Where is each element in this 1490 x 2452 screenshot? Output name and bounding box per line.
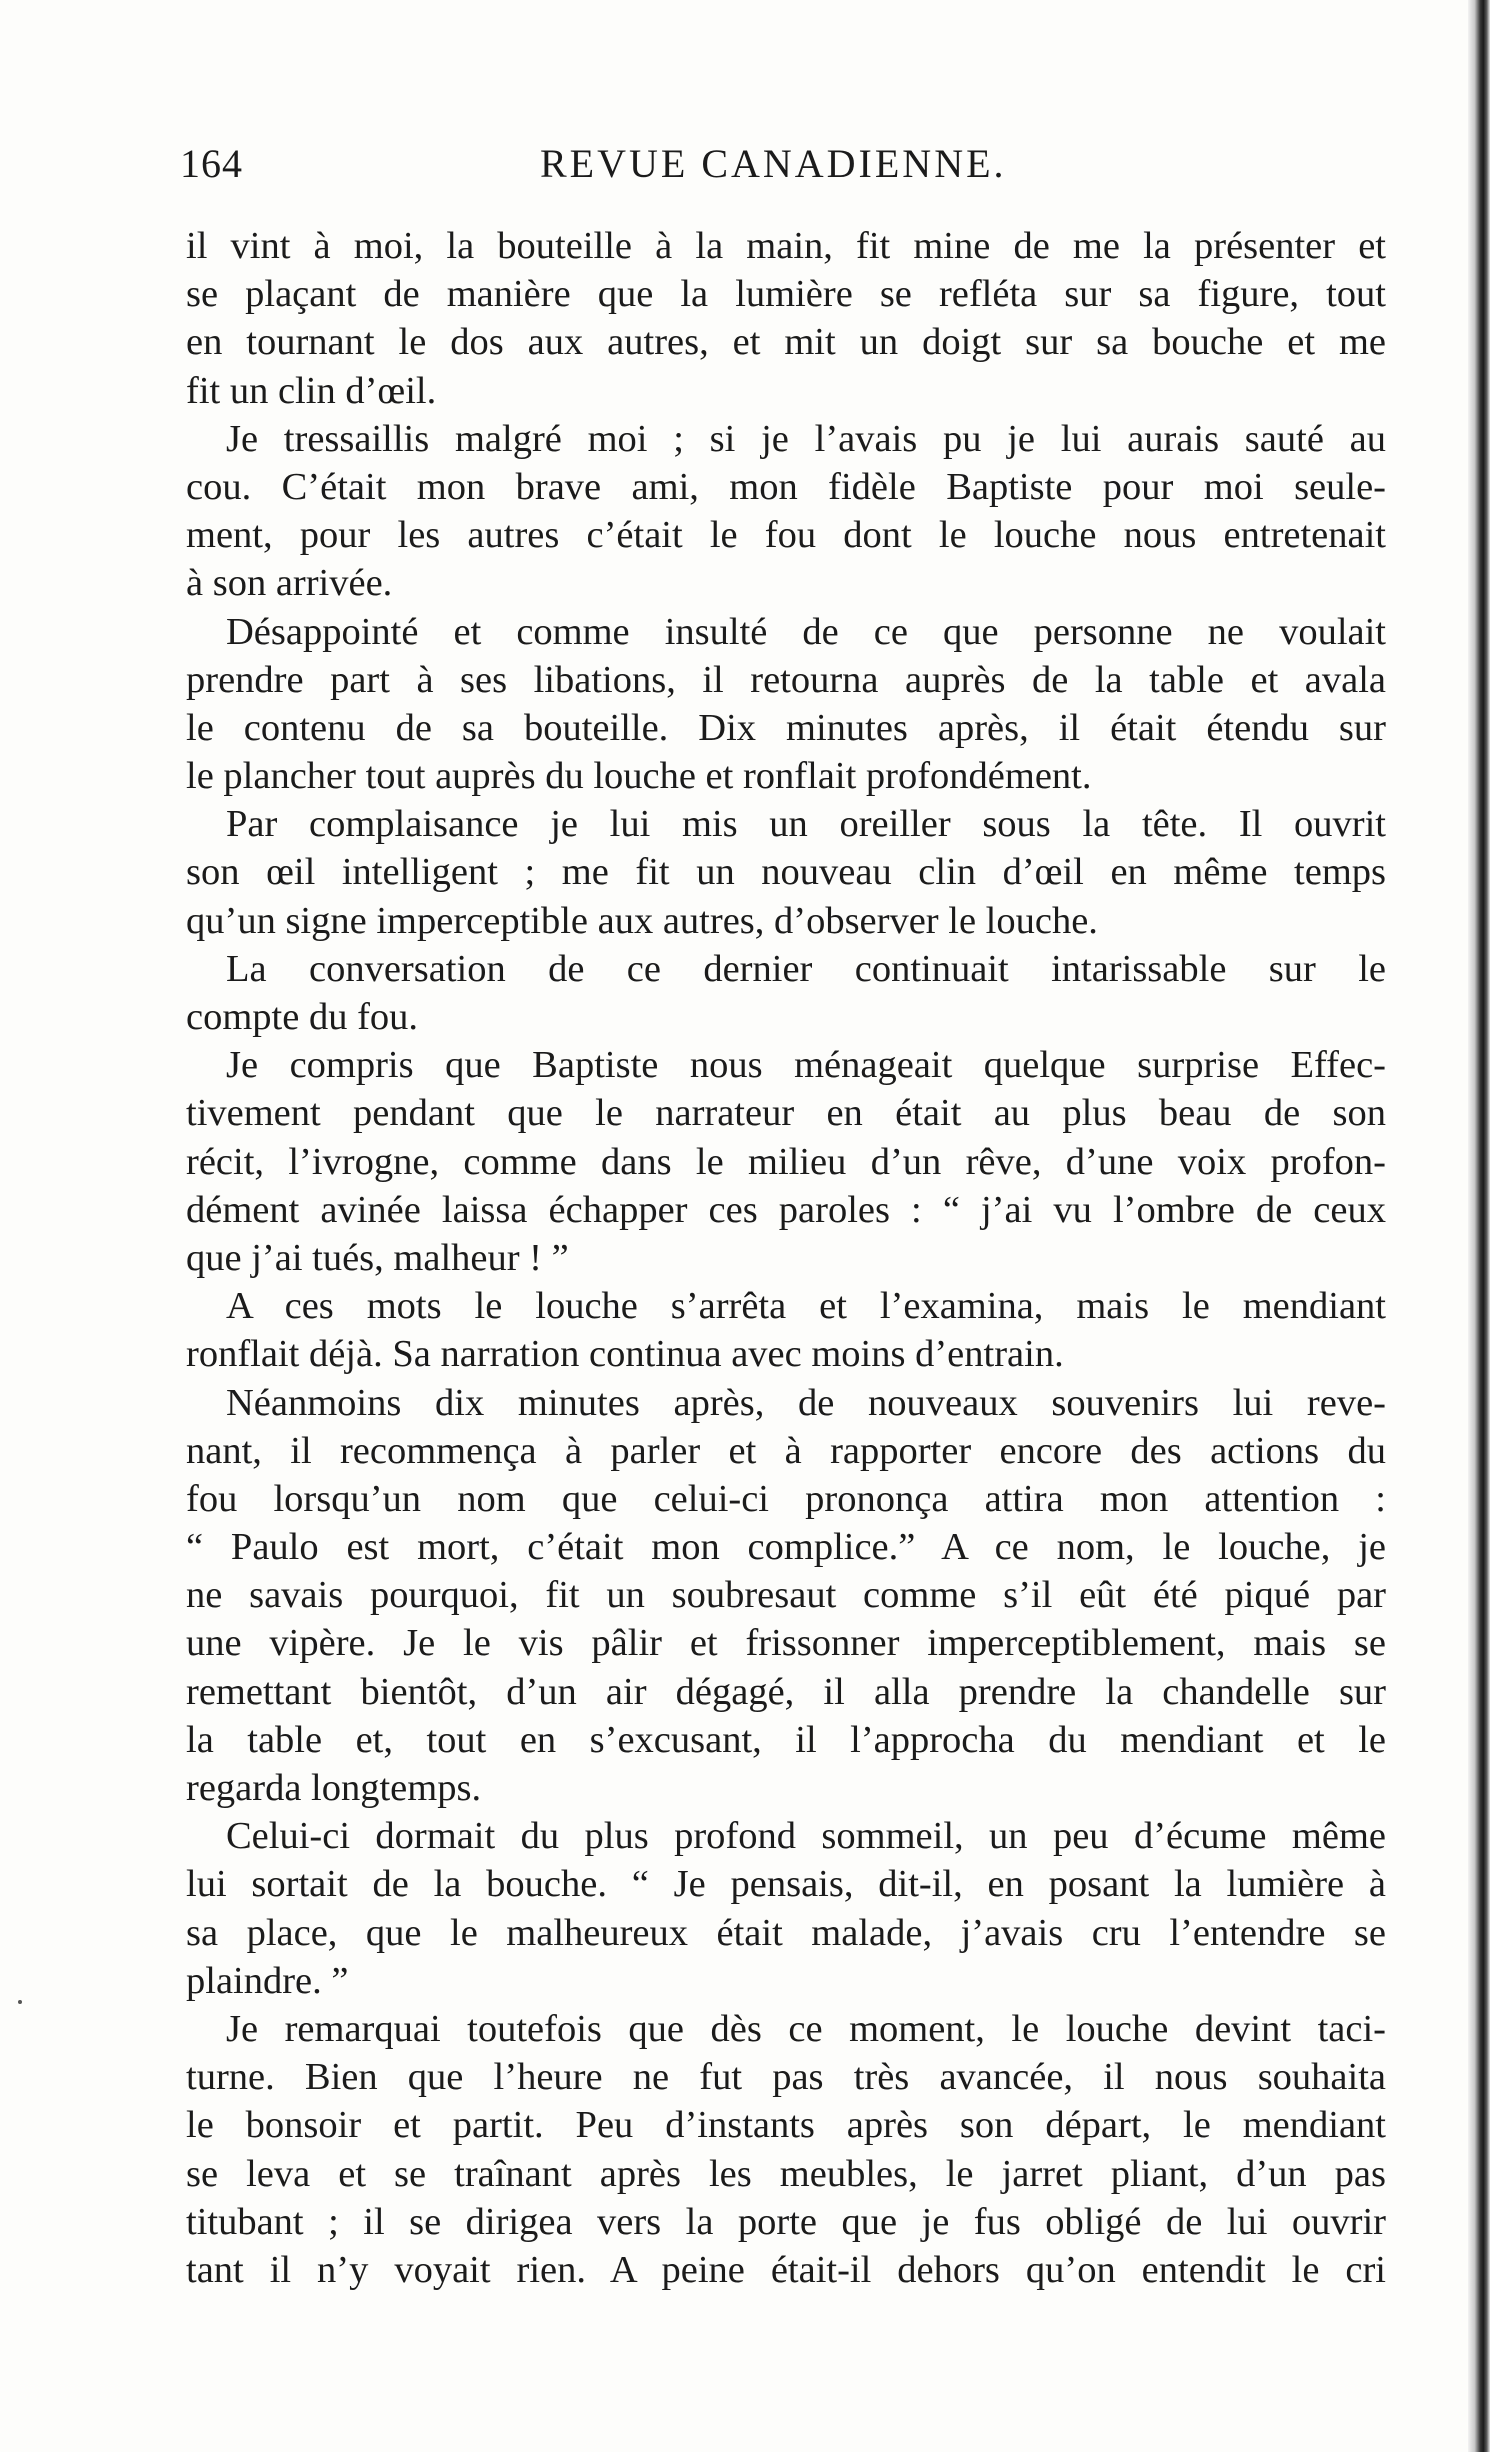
text-line: Je remarquai toutefois que dès ce moment, le louche devint taci- — [226, 2007, 1386, 2050]
text-line: récit, l’ivrogne, comme dans le milieu d’un rêve, d’une voix profon- — [186, 1140, 1386, 1183]
ink-speck — [18, 2000, 22, 2004]
text-line: il vint à moi, la bouteille à la main, fit mine de me la présenter et — [186, 225, 1386, 267]
text-line: se leva et se traînant après les meubles, le jarret pliant, d’un pas — [186, 2152, 1386, 2195]
text-line: le contenu de sa bouteille. Dix minutes après, il était étendu sur — [186, 706, 1386, 749]
text-line: le bonsoir et partit. Peu d’instants après son départ, le mendiant — [186, 2104, 1386, 2147]
text-line: plaindre. ” — [186, 1959, 349, 2002]
text-line: dément avinée laissa échapper ces paroles : “ j’ai vu l’ombre de ceux — [186, 1188, 1386, 1231]
text-line: Désappointé et comme insulté de ce que personne ne voulait — [226, 610, 1386, 653]
text-line: La conversation de ce dernier continuait intarissable sur le — [226, 947, 1386, 990]
text-line: regarda longtemps. — [186, 1767, 482, 1809]
text-line: une vipère. Je le vis pâlir et frissonner imperceptiblement, mais se — [186, 1622, 1386, 1665]
text-line: la table et, tout en s’excusant, il l’approcha du mendiant et le — [186, 1718, 1386, 1761]
text-line: ronflait déjà. Sa narration continua avec moins d’entrain. — [186, 1333, 1064, 1376]
text-line: fit un clin d’œil. — [186, 369, 437, 412]
running-title: REVUE CANADIENNE. — [540, 141, 1007, 186]
body-text — [186, 222, 1386, 2294]
text-line: Néanmoins dix minutes après, de nouveaux souvenirs lui reve- — [226, 1381, 1386, 1424]
text-line: Celui-ci dormait du plus profond sommeil, un peu d’écume même — [226, 1815, 1386, 1858]
text-line: sa place, que le malheureux était malade, j’avais cru l’entendre se — [186, 1911, 1386, 1954]
text-line: cou. C’était mon brave ami, mon fidèle Baptiste pour moi seule- — [186, 465, 1386, 508]
page-number: 164 — [180, 141, 243, 186]
text-line: lui sortait de la bouche. “ Je pensais, dit-il, en posant la lumière à — [186, 1863, 1386, 1906]
text-line: A ces mots le louche s’arrêta et l’examina, mais le mendiant — [226, 1285, 1386, 1328]
text-line: tant il n’y voyait rien. A peine était-il dehors qu’on entendit le cri — [186, 2248, 1386, 2291]
text-line: “ Paulo est mort, c’était mon complice.” A ce nom, le louche, je — [186, 1526, 1386, 1569]
text-line: ne savais pourquoi, fit un soubresaut comme s’il eût été piqué par — [186, 1574, 1386, 1617]
text-line: à son arrivée. — [186, 562, 393, 605]
text-line: remettant bientôt, d’un air dégagé, il alla prendre la chandelle sur — [186, 1670, 1386, 1713]
text-line: qu’un signe imperceptible aux autres, d’observer le louche. — [186, 899, 1098, 942]
text-line: turne. Bien que l’heure ne fut pas très avancée, il nous souhaita — [186, 2056, 1386, 2099]
text-line: nant, il recommença à parler et à rapporter encore des actions du — [186, 1429, 1386, 1472]
text-line: en tournant le dos aux autres, et mit un doigt sur sa bouche et me — [186, 321, 1386, 364]
text-line: Je tressaillis malgré moi ; si je l’avais pu je lui aurais sauté au — [226, 417, 1386, 460]
text-line: son œil intelligent ; me fit un nouveau clin d’œil en même temps — [186, 851, 1386, 894]
text-line: Par complaisance je lui mis un oreiller sous la tête. Il ouvrit — [226, 803, 1386, 846]
page-edge — [1468, 0, 1490, 2452]
page-header — [180, 140, 1360, 200]
text-line: ment, pour les autres c’était le fou dont le louche nous entretenait — [186, 514, 1386, 557]
text-line: titubant ; il se dirigea vers la porte que je fus obligé de lui ouvrir — [186, 2200, 1386, 2243]
text-line: le plancher tout auprès du louche et ronflait profondément. — [186, 755, 1092, 798]
text-line: fou lorsqu’un nom que celui-ci prononça attira mon attention : — [186, 1477, 1386, 1520]
text-line: se plaçant de manière que la lumière se refléta sur sa figure, tout — [186, 273, 1386, 316]
text-line: compte du fou. — [186, 996, 419, 1038]
text-line: tivement pendant que le narrateur en était au plus beau de son — [186, 1092, 1386, 1135]
text-line: prendre part à ses libations, il retourna auprès de la table et avala — [186, 658, 1386, 701]
text-line: que j’ai tués, malheur ! ” — [186, 1236, 569, 1279]
text-line: Je compris que Baptiste nous ménageait quelque surprise Effec- — [226, 1044, 1386, 1087]
